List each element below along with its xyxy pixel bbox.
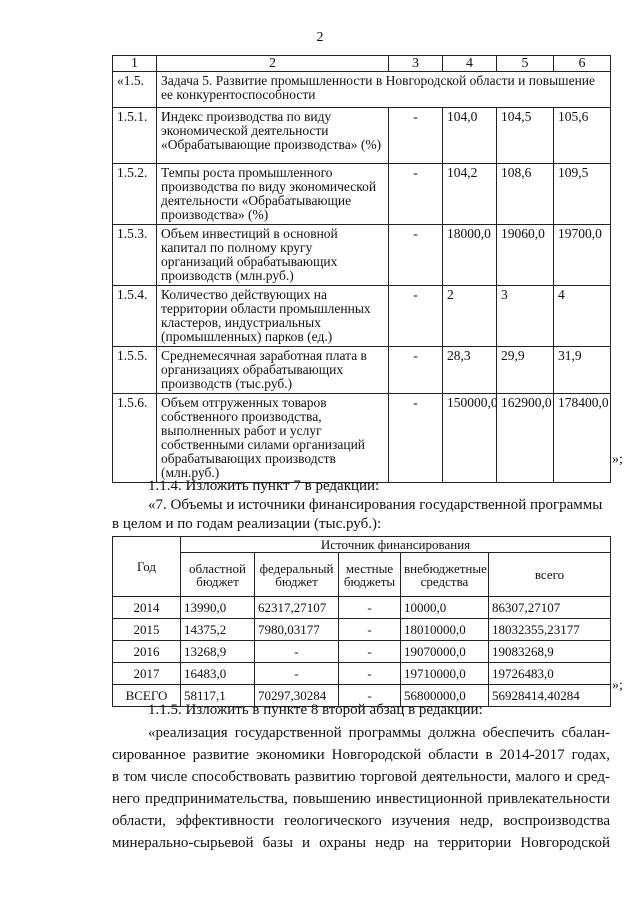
- source-header: Источник финансирования: [181, 537, 611, 553]
- financing-table: [112, 536, 611, 707]
- table-header-row: [113, 56, 611, 72]
- row-c5: 29,9: [497, 347, 554, 394]
- paragraph-line: минерально-сырьевой базы и охраны недр на территории Новгородской: [112, 835, 610, 851]
- cell-local: -: [339, 597, 401, 619]
- row-c4: 104,0: [443, 108, 497, 164]
- paragraph-line: него предпринимательства, повышению инвестиционной привлекательности: [112, 791, 610, 807]
- row-name: Количество действующих на территории области промышленных кластеров, индустриальных (промышленных) парков (ед.): [157, 286, 389, 347]
- header-cell: 5: [497, 56, 554, 72]
- cell-total: 19726483,0: [489, 663, 611, 685]
- row-name: Темпы роста промышленного производства по виду экономической деятельности «Обрабатывающие производства» (%): [157, 164, 389, 225]
- task-row: [113, 72, 611, 108]
- header-cell: 4: [443, 56, 497, 72]
- header-cell: 1: [113, 56, 157, 72]
- cell-local: -: [339, 663, 401, 685]
- row-c3: -: [389, 225, 443, 286]
- table-row: [113, 663, 611, 685]
- row-c3: -: [389, 347, 443, 394]
- table2-end-mark: »;: [612, 678, 623, 693]
- page-number: 2: [316, 30, 324, 45]
- header-cell: 3: [389, 56, 443, 72]
- cell-local: -: [339, 685, 401, 707]
- header-total: всего: [489, 553, 611, 597]
- indicators-table: [112, 55, 611, 483]
- cell-total: 18032355,23177: [489, 619, 611, 641]
- cell-year: 2014: [113, 597, 181, 619]
- row-name: Среднемесячная заработная плата в организациях обрабатывающих производств (тыс.руб.): [157, 347, 389, 394]
- table-row: [113, 286, 611, 347]
- paragraph-8: [112, 722, 610, 854]
- paragraph-line: «реализация государственной программы должна обеспечить сбалан-: [148, 725, 610, 741]
- row-c5: 19060,0: [497, 225, 554, 286]
- table-row: [113, 108, 611, 164]
- table-row: [113, 347, 611, 394]
- row-c3: -: [389, 394, 443, 483]
- row-code: 1.5.2.: [113, 164, 157, 225]
- cell-year: 2017: [113, 663, 181, 685]
- cell-year: 2015: [113, 619, 181, 641]
- cell-year: ВСЕГО: [113, 685, 181, 707]
- row-c5: 108,6: [497, 164, 554, 225]
- cell-federal: -: [255, 663, 339, 685]
- cell-offbudget: 10000,0: [401, 597, 489, 619]
- cell-total: 19083268,9: [489, 641, 611, 663]
- header-cell: 2: [157, 56, 389, 72]
- cell-offbudget: 18010000,0: [401, 619, 489, 641]
- row-c4: 2: [443, 286, 497, 347]
- cell-local: -: [339, 619, 401, 641]
- row-code: 1.5.1.: [113, 108, 157, 164]
- table-row: [113, 394, 611, 483]
- table-row: [113, 597, 611, 619]
- row-c6: 4: [554, 286, 611, 347]
- table-row: [113, 225, 611, 286]
- table-subheader-row: [113, 553, 611, 597]
- cell-federal: 70297,30284: [255, 685, 339, 707]
- paragraph-line: сированное развитие экономики Новгородской области в 2014-2017 годах,: [112, 747, 610, 763]
- paragraph-line: в том числе способствовать развитию торговой деятельности, малого и сред-: [112, 769, 610, 785]
- cell-offbudget: 56800000,0: [401, 685, 489, 707]
- table-row: [113, 641, 611, 663]
- row-name: Индекс производства по виду экономической деятельности «Обрабатывающие производства» (%): [157, 108, 389, 164]
- row-c4: 104,2: [443, 164, 497, 225]
- row-code: 1.5.3.: [113, 225, 157, 286]
- cell-regional: 16483,0: [181, 663, 255, 685]
- cell-federal: 7980,03177: [255, 619, 339, 641]
- row-c6: 109,5: [554, 164, 611, 225]
- header-federal: федеральный бюджет: [255, 553, 339, 597]
- cell-federal: 62317,27107: [255, 597, 339, 619]
- row-c5: 162900,0: [497, 394, 554, 483]
- row-c6: 31,9: [554, 347, 611, 394]
- row-c6: 105,6: [554, 108, 611, 164]
- cell-regional: 14375,2: [181, 619, 255, 641]
- row-c6: 178400,0: [554, 394, 611, 483]
- row-code: 1.5.5.: [113, 347, 157, 394]
- table1-end-mark: »;: [612, 452, 623, 467]
- row-name: Объем отгруженных товаров собственного производства, выполненных работ и услуг собственными силами организаций обрабатывающих производств (млн.руб.): [157, 394, 389, 483]
- cell-total: 86307,27107: [489, 597, 611, 619]
- cell-regional: 58117,1: [181, 685, 255, 707]
- row-c3: -: [389, 164, 443, 225]
- row-name: Объем инвестиций в основной капитал по полному кругу организаций обрабатывающих производств (млн.руб.): [157, 225, 389, 286]
- row-c5: 104,5: [497, 108, 554, 164]
- cell-year: 2016: [113, 641, 181, 663]
- item-1-1-5: 1.1.5. Изложить в пункте 8 второй абзац в редакции:: [148, 702, 483, 718]
- quote-7-line1: «7. Объемы и источники финансирования государственной программы: [148, 497, 603, 513]
- row-c4: 150000,0: [443, 394, 497, 483]
- row-c6: 19700,0: [554, 225, 611, 286]
- task-code: «1.5.: [113, 72, 157, 108]
- row-c3: -: [389, 108, 443, 164]
- paragraph-line: области, эффективности геологического изучения недр, воспроизводства: [112, 813, 610, 829]
- year-header: Год: [113, 537, 181, 597]
- header-offbudget: внебюджетные средства: [401, 553, 489, 597]
- cell-local: -: [339, 641, 401, 663]
- cell-offbudget: 19070000,0: [401, 641, 489, 663]
- header-regional: областной бюджет: [181, 553, 255, 597]
- cell-regional: 13990,0: [181, 597, 255, 619]
- table-row: [113, 164, 611, 225]
- table-row: [113, 619, 611, 641]
- header-cell: 6: [554, 56, 611, 72]
- task-title: Задача 5. Развитие промышленности в Новгородской области и повышение ее конкурентоспособности: [157, 72, 611, 108]
- cell-total: 56928414,40284: [489, 685, 611, 707]
- cell-regional: 13268,9: [181, 641, 255, 663]
- header-local: местные бюджеты: [339, 553, 401, 597]
- row-c4: 28,3: [443, 347, 497, 394]
- item-1-1-4: 1.1.4. Изложить пункт 7 в редакции:: [148, 478, 380, 494]
- row-c4: 18000,0: [443, 225, 497, 286]
- row-code: 1.5.6.: [113, 394, 157, 483]
- cell-federal: -: [255, 641, 339, 663]
- quote-7-line2: в целом и по годам реализации (тыс.руб.):: [112, 516, 382, 532]
- row-c5: 3: [497, 286, 554, 347]
- row-code: 1.5.4.: [113, 286, 157, 347]
- row-c3: -: [389, 286, 443, 347]
- cell-offbudget: 19710000,0: [401, 663, 489, 685]
- table-header-row: [113, 537, 611, 553]
